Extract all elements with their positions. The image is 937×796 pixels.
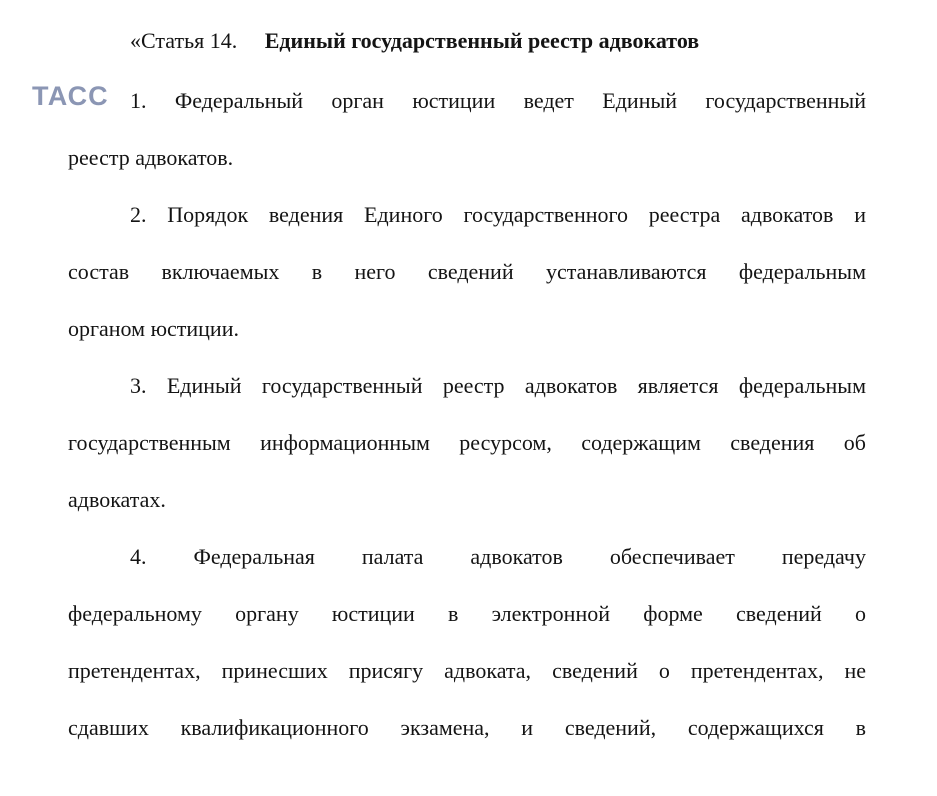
article-heading bbox=[130, 28, 699, 54]
paragraph-4-line-4: сдавших квалификационного экзамена, и сведений, содержащихся в bbox=[68, 715, 866, 740]
paragraph-3-line-3: адвокатах. bbox=[68, 487, 166, 512]
paragraph-2-line-1: 2. Порядок ведения Единого государственного реестра адвокатов и bbox=[130, 202, 866, 227]
paragraph-2-line-2: состав включаемых в него сведений устанавливаются федеральным bbox=[68, 259, 866, 284]
paragraph-1-line-2: реестр адвокатов. bbox=[68, 145, 234, 170]
paragraph-4-line-2: федеральному органу юстиции в электронной форме сведений о bbox=[68, 601, 866, 626]
paragraph-1-line-1: 1. Федеральный орган юстиции ведет Единый государственный bbox=[130, 88, 866, 113]
article-title: Единый государственный реестр адвокатов bbox=[264, 28, 700, 53]
article-number: «Статья 14. bbox=[130, 28, 238, 53]
paragraph-2-line-3: органом юстиции. bbox=[68, 316, 239, 341]
tass-logo: ТАСС bbox=[32, 81, 109, 111]
paragraph-3-line-2: государственным информационным ресурсом, содержащим сведения об bbox=[68, 430, 866, 455]
paragraph-4-line-1: 4. Федеральная палата адвокатов обеспечивает передачу bbox=[130, 544, 866, 569]
paragraph-3-line-1: 3. Единый государственный реестр адвокатов является федеральным bbox=[130, 373, 866, 398]
paragraph-4-line-3: претендентах, принесших присягу адвоката, сведений о претендентах, не bbox=[68, 658, 866, 683]
